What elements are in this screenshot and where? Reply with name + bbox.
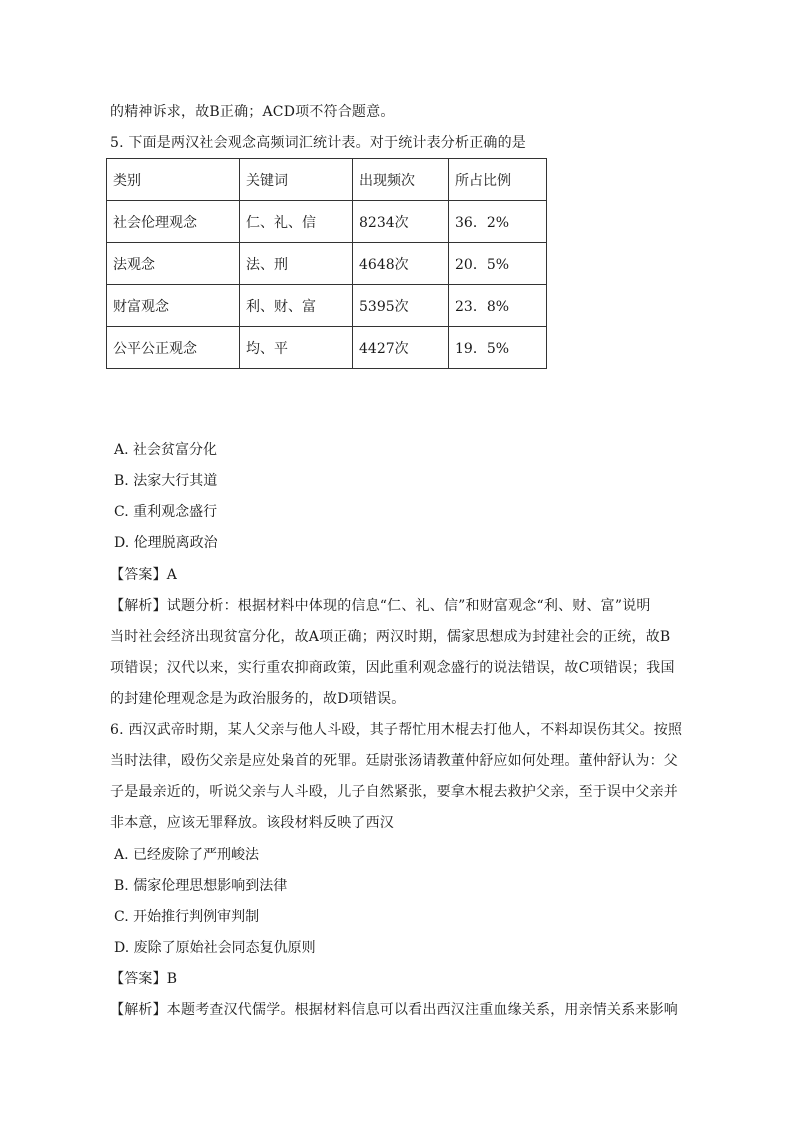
q5-analysis-line: 当时社会经济出现贫富分化，故A项正确；两汉时期，儒家思想成为封建社会的正统，故B: [110, 629, 671, 645]
q5-answer: 【答案】A: [110, 567, 178, 583]
table-header-row: [107, 159, 547, 201]
table-cell: 23．8%: [449, 285, 547, 327]
q6-stem-line: 6. 西汉武帝时期，某人父亲与他人斗殴，其子帮忙用木棍去打他人，不料却误伤其父。按照: [110, 722, 683, 738]
q5-analysis-line: 【解析】试题分析：根据材料中体现的信息“仁、礼、信”和财富观念“利、财、富”说明: [110, 598, 651, 614]
q6-stem-line: 当时法律，殴伤父亲是应处枭首的死罪。廷尉张汤请教董仲舒应如何处理。董仲舒认为：父: [110, 753, 678, 769]
table-row: [107, 285, 547, 327]
q6-option-d: D. 废除了原始社会同态复仇原则: [114, 940, 316, 956]
q5-option-c: C. 重利观念盛行: [114, 504, 218, 520]
table-row: [107, 327, 547, 369]
q6-stem-line: 非本意，应该无罪释放。该段材料反映了西汉: [110, 815, 394, 831]
q5-option-a: A. 社会贫富分化: [114, 442, 218, 458]
table-header-cell: 类别: [107, 159, 240, 201]
q5-analysis-line: 项错误；汉代以来，实行重农抑商政策，因此重利观念盛行的说法错误，故C项错误；我国: [110, 660, 675, 676]
table-row: [107, 201, 547, 243]
q6-option-c: C. 开始推行判例审判制: [114, 909, 260, 925]
q6-option-b: B. 儒家伦理思想影响到法律: [114, 878, 288, 894]
table-cell: 仁、礼、信: [240, 201, 353, 243]
table-cell: 法观念: [107, 243, 240, 285]
table-cell: 公平公正观念: [107, 327, 240, 369]
table-cell: 4427次: [353, 327, 449, 369]
table-cell: 社会伦理观念: [107, 201, 240, 243]
table-cell: 4648次: [353, 243, 449, 285]
q6-stem-line: 子是最亲近的，听说父亲与人斗殴，儿子自然紧张，要拿木棍去救护父亲，至于误中父亲并: [110, 784, 678, 800]
question-5-stem: 5. 下面是两汉社会观念高频词汇统计表。对于统计表分析正确的是: [110, 135, 527, 151]
q5-analysis-line: 的封建伦理观念是为政治服务的，故D项错误。: [110, 691, 406, 707]
table-cell: 财富观念: [107, 285, 240, 327]
table-cell: 20．5%: [449, 243, 547, 285]
q5-option-d: D. 伦理脱离政治: [114, 535, 218, 551]
q6-answer: 【答案】B: [110, 971, 178, 987]
table-cell: 利、财、富: [240, 285, 353, 327]
table-cell: 19．5%: [449, 327, 547, 369]
q5-option-b: B. 法家大行其道: [114, 473, 218, 489]
table-cell: 8234次: [353, 201, 449, 243]
q6-option-a: A. 已经废除了严刑峻法: [114, 847, 260, 863]
stats-table: [106, 158, 547, 369]
table-header-cell: 所占比例: [449, 159, 547, 201]
table-row: [107, 243, 547, 285]
text-line: 的精神诉求，故B正确；ACD项不符合题意。: [110, 104, 395, 120]
table-cell: 均、平: [240, 327, 353, 369]
table-header-cell: 关键词: [240, 159, 353, 201]
q6-analysis-line: 【解析】本题考查汉代儒学。根据材料信息可以看出西汉注重血缘关系，用亲情关系来影响: [110, 1002, 678, 1018]
table-header-cell: 出现频次: [353, 159, 449, 201]
table-cell: 5395次: [353, 285, 449, 327]
table-cell: 36．2%: [449, 201, 547, 243]
table-cell: 法、刑: [240, 243, 353, 285]
